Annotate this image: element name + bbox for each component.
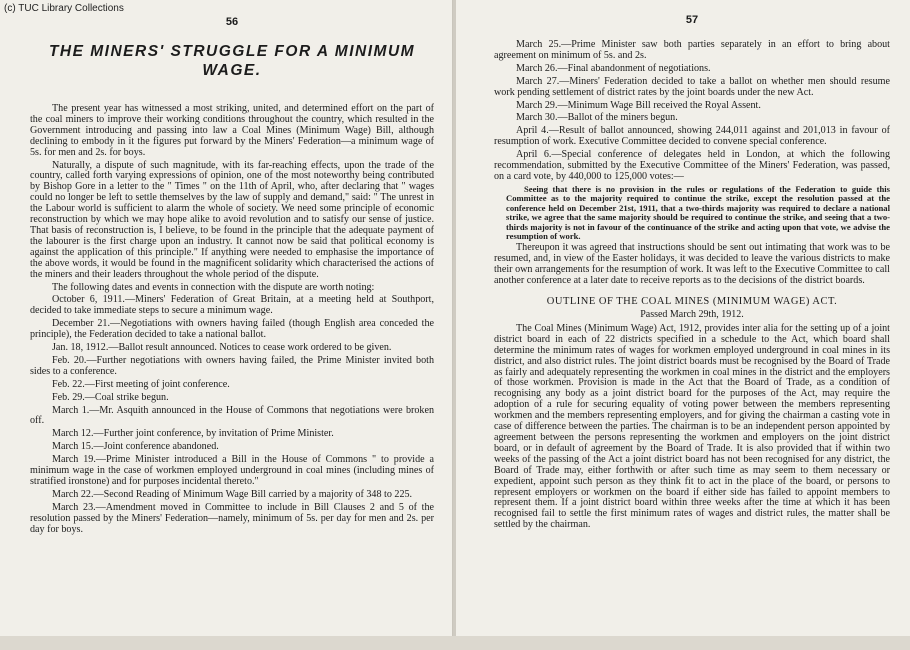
paragraph: March 30.—Ballot of the miners begun. — [516, 112, 678, 124]
paragraph: March 19.—Prime Minister introduced a Bill in the House of Commons " to provide a minimum wage in the case of workmen employed underground in coal mines (including mines of stratified ironstone) and for purposes incidental thereto." — [30, 454, 434, 487]
resolution-block — [494, 185, 890, 241]
page-number-right: 57 — [685, 14, 699, 26]
paragraph: December 21.—Negotiations with owners having failed (though English area conceded the principle), the Federation decided to take a national ballot. — [30, 318, 434, 341]
paragraph: The present year has witnessed a most striking, united, and determined effort on the part of the coal miners to improve their working conditions throughout the country, which resulted in the Government introducing and passing into law a Coal Mines (Minimum Wage) Bill, although declining to embody in it the figures put forward by the Miners' Federation—a minimum wage of 5s. for men and 2s. for boys. — [30, 103, 434, 158]
paragraph: Feb. 22.—First meeting of joint conference. — [52, 378, 230, 390]
paragraph: April 4.—Result of ballot announced, showing 244,011 against and 201,013 in favour of resumption of work. Executive Committee decided to convene special conference. — [494, 125, 890, 148]
paragraph: March 12.—Further joint conference, by invitation of Prime Minister. — [52, 428, 334, 440]
left-body — [30, 104, 434, 536]
paragraph: April 6.—Special conference of delegates held in London, at which the following recommendation, submitted by the Executive Committee of the Miners' Federation, was passed, on a card vote, by 440,000 to 125,000 votes:— — [494, 149, 890, 182]
outline-paragraph: The Coal Mines (Minimum Wage) Act, 1912, provides inter alia for the setting up of a joint district board in each of 22 districts specified in a schedule to the Act, which board shall determine the minimum rates of wages for workmen employed underground in coal mines in its district, and also district rules. The joint district boards must be recognised by the Board of Trade as fairly and adequately representing the workmen in coal mines in the district and the employers of those workmen. Provision is made in the Act that the Board of Trade, as a condition of recognising any body as a joint district board for the purposes of the Act, may require the adoption of a rule for securing equality of voting power between the members representing workmen and the members representing employers, and for giving the chairman a casting vote in case of difference between the parties. The chairman is to be an independent person appointed by agreement between the persons representing the workmen and employers on the joint district board, or in default of agreement by the Board of Trade. It is also provided that if within two weeks of the passing of the Act a joint district board has not been recognised for any district, the Board of Trade may, either forthwith or after such time as may seem to them necessary or expedient, appoint such person as they think fit to act in the place of the board, or persons to represent employers or workmen on the board if either side has failed to appoint members to represent them. If a joint district board within three weeks after the time at which it has been recognised fail to settle the first minimum rates of wages and district rules, the matter shall be settled by the chairman. — [494, 322, 890, 531]
paragraph: March 26.—Final abandonment of negotiations. — [516, 62, 711, 74]
paragraph: March 29.—Minimum Wage Bill received the Royal Assent. — [516, 99, 761, 111]
resolution-text: Seeing that there is no provision in the rules or regulations of the Federation to guide this Committee as to the majority required to continue the strike, except the resolution passed at the conference held on December 21st, 1911, that a two-thirds majority was required to declare a national strike, we agree that the same majority should be required to continue the strike, and seeing that a two-thirds majority is not in favour of the continuance of the strike and acting upon that vote, we advise the resumption of work. — [506, 183, 890, 241]
right-page — [456, 0, 910, 650]
outline-passed: Passed March 29th, 1912. — [640, 308, 744, 320]
page-number-left: 56 — [225, 16, 239, 28]
paragraph: March 22.—Second Reading of Minimum Wage Bill carried by a majority of 348 to 225. — [52, 488, 413, 500]
page-title: THE MINERS' STRUGGLE FOR A MINIMUM WAGE. — [48, 43, 416, 79]
after-resolution-paragraph: Thereupon it was agreed that instructions should be sent out intimating that work was to be resumed, and, in view of the Easter holidays, it was decided to leave the various districts to make their own arrangements for the resumption of work. It was left to the Executive Committee to call another conference at a later date to receive reports as to the decisions of the district boards. — [494, 242, 890, 287]
paragraph: Naturally, a dispute of such magnitude, with its far-reaching effects, upon the trade of the country, called forth varying expressions of opinion, one of the most noteworthy being contributed by Bishop Gore in a letter to the " Times " on the 11th of April, who, after declaring that " wages could no longer be left to settle themselves by the law of supply and demand," said: " The unrest in the Labour world is sufficient to alarm the whole of society. We need some principle of economic reconstruction by which we may hope alike to avoid revolution and to satisfy our sense of justice. That basis of reconstruction is, I believe, to be found in the principle that the adequate payment of the labourer is the first charge upon an industry. It cannot now be said that political economy is against the application of this principle." If anything were needed to emphasise the importance of the above words, it would be found in the magnificent solidarity which characterised the actions of the miners and their leaders throughout the whole period of the dispute. — [30, 159, 434, 280]
paragraph: Feb. 29.—Coal strike begun. — [52, 391, 169, 403]
paragraph: March 1.—Mr. Asquith announced in the House of Commons that negotiations were broken off. — [30, 404, 434, 427]
paragraph: The following dates and events in connection with the dispute are worth noting: — [52, 281, 375, 293]
paragraph: October 6, 1911.—Miners' Federation of Great Britain, at a meeting held at Southport, decided to take immediate steps to secure a minimum wage. — [30, 294, 434, 317]
left-page — [0, 0, 453, 650]
right-body-top — [494, 40, 890, 183]
paragraph: Feb. 20.—Further negotiations with owners having failed, the Prime Minister invited both sides to a conference. — [30, 354, 434, 377]
paragraph: March 23.—Amendment moved in Committee to include in Bill Clauses 2 and 5 of the resolution passed by the Miners' Federation—namely, minimum of 5s. per day for men and 2s. per day for boys. — [30, 501, 434, 535]
paragraph: March 27.—Miners' Federation decided to take a ballot on whether men should resume work pending settlement of district rates by the joint boards under the new Act. — [494, 75, 890, 98]
page-bottom-edge — [0, 636, 910, 650]
paragraph: Jan. 18, 1912.—Ballot result announced. Notices to cease work ordered to be given. — [52, 342, 392, 354]
paragraph: March 15.—Joint conference abandoned. — [52, 441, 219, 453]
watermark: (c) TUC Library Collections — [4, 3, 124, 14]
paragraph: March 25.—Prime Minister saw both parties separately in an effort to bring about agreement on minimum of 5s. and 2s. — [494, 39, 890, 61]
outline-heading: OUTLINE OF THE COAL MINES (MINIMUM WAGE) ACT. — [546, 295, 838, 307]
